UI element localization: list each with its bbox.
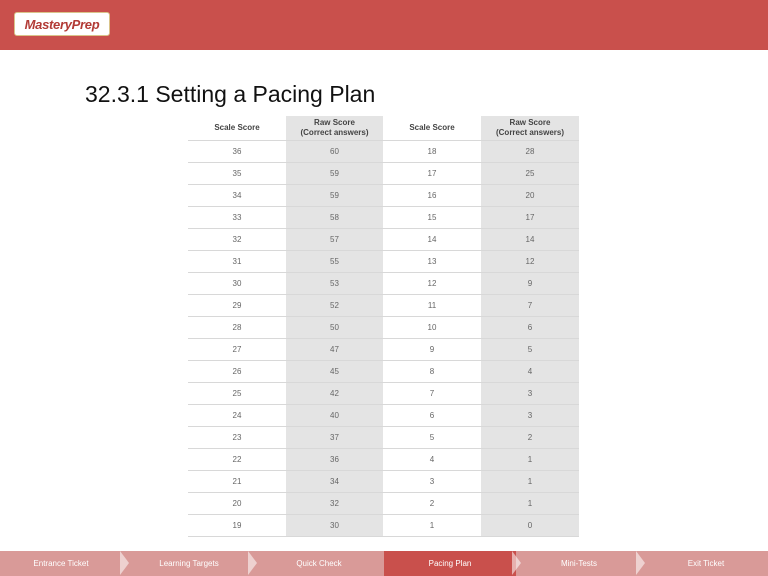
- scale-score-cell: 5: [383, 427, 481, 449]
- scale-score-cell: 8: [383, 361, 481, 383]
- scale-score-cell: 29: [188, 295, 286, 317]
- header-raw-score: Raw Score (Correct answers): [286, 116, 383, 141]
- scale-score-cell: 30: [188, 273, 286, 295]
- raw-score-cell: 28: [481, 141, 579, 163]
- scale-score-cell: 14: [383, 229, 481, 251]
- raw-score-cell: 45: [286, 361, 383, 383]
- tab-learning-targets[interactable]: Learning Targets: [159, 559, 219, 568]
- table-row: [188, 361, 579, 383]
- scale-score-cell: 10: [383, 317, 481, 339]
- scale-score-cell: 11: [383, 295, 481, 317]
- raw-score-cell: 55: [286, 251, 383, 273]
- scale-score-cell: 12: [383, 273, 481, 295]
- scale-score-cell: 4: [383, 449, 481, 471]
- scale-score-cell: 21: [188, 471, 286, 493]
- table-row: [188, 141, 579, 163]
- table-row: [188, 185, 579, 207]
- scale-score-cell: 15: [383, 207, 481, 229]
- bottom-nav: [0, 551, 768, 576]
- score-table: [188, 116, 579, 537]
- table-row: [188, 163, 579, 185]
- header-bar: [0, 0, 768, 50]
- raw-score-cell: 52: [286, 295, 383, 317]
- raw-score-cell: 42: [286, 383, 383, 405]
- table-row: [188, 449, 579, 471]
- scale-score-cell: 7: [383, 383, 481, 405]
- tab-quick-check[interactable]: Quick Check: [296, 559, 342, 568]
- raw-score-cell: 58: [286, 207, 383, 229]
- scale-score-cell: 3: [383, 471, 481, 493]
- scale-score-cell: 13: [383, 251, 481, 273]
- scale-score-cell: 2: [383, 493, 481, 515]
- raw-score-cell: 57: [286, 229, 383, 251]
- scale-score-cell: 35: [188, 163, 286, 185]
- raw-score-cell: 3: [481, 405, 579, 427]
- table-row: [188, 339, 579, 361]
- scale-score-cell: 23: [188, 427, 286, 449]
- table-row: [188, 317, 579, 339]
- logo-text: MasteryPrep: [24, 16, 100, 32]
- raw-score-cell: 36: [286, 449, 383, 471]
- scale-score-cell: 18: [383, 141, 481, 163]
- raw-score-cell: 17: [481, 207, 579, 229]
- table-row: [188, 273, 579, 295]
- header-scale-score: Scale Score: [409, 123, 455, 132]
- table-row: [188, 427, 579, 449]
- raw-score-cell: 0: [481, 515, 579, 537]
- raw-score-cell: 37: [286, 427, 383, 449]
- scale-score-cell: 20: [188, 493, 286, 515]
- raw-score-cell: 32: [286, 493, 383, 515]
- raw-score-cell: 59: [286, 185, 383, 207]
- raw-score-cell: 25: [481, 163, 579, 185]
- raw-score-cell: 30: [286, 515, 383, 537]
- scale-score-cell: 19: [188, 515, 286, 537]
- scale-score-cell: 33: [188, 207, 286, 229]
- raw-score-cell: 2: [481, 427, 579, 449]
- scale-score-cell: 31: [188, 251, 286, 273]
- raw-score-cell: 9: [481, 273, 579, 295]
- scale-score-cell: 16: [383, 185, 481, 207]
- raw-score-cell: 60: [286, 141, 383, 163]
- tab-mini-tests[interactable]: Mini-Tests: [560, 559, 597, 568]
- scale-score-cell: 25: [188, 383, 286, 405]
- raw-score-cell: 40: [286, 405, 383, 427]
- table-row: [188, 471, 579, 493]
- tab-pacing-plan[interactable]: Pacing Plan: [384, 551, 516, 576]
- scale-score-cell: 9: [383, 339, 481, 361]
- scale-score-cell: 27: [188, 339, 286, 361]
- raw-score-cell: 1: [481, 449, 579, 471]
- tab-entrance-ticket[interactable]: Entrance Ticket: [33, 559, 89, 568]
- scale-score-cell: 1: [383, 515, 481, 537]
- table-row: [188, 207, 579, 229]
- scale-score-cell: 26: [188, 361, 286, 383]
- raw-score-cell: 1: [481, 471, 579, 493]
- raw-score-cell: 14: [481, 229, 579, 251]
- scale-score-cell: 36: [188, 141, 286, 163]
- raw-score-cell: 6: [481, 317, 579, 339]
- table-row: [188, 229, 579, 251]
- slide-title: 32.3.1 Setting a Pacing Plan: [85, 81, 376, 107]
- scale-score-cell: 28: [188, 317, 286, 339]
- table-row: [188, 515, 579, 537]
- raw-score-cell: 7: [481, 295, 579, 317]
- raw-score-cell: 47: [286, 339, 383, 361]
- scale-score-cell: 22: [188, 449, 286, 471]
- scale-score-cell: 24: [188, 405, 286, 427]
- raw-score-cell: 20: [481, 185, 579, 207]
- raw-score-cell: 4: [481, 361, 579, 383]
- raw-score-cell: 5: [481, 339, 579, 361]
- raw-score-cell: 53: [286, 273, 383, 295]
- tab-exit-ticket[interactable]: Exit Ticket: [687, 559, 725, 568]
- table-header-row: [188, 116, 579, 141]
- scale-score-cell: 6: [383, 405, 481, 427]
- scale-score-cell: 32: [188, 229, 286, 251]
- header-raw-score: Raw Score (Correct answers): [481, 116, 579, 141]
- raw-score-cell: 50: [286, 317, 383, 339]
- table-row: [188, 251, 579, 273]
- raw-score-cell: 59: [286, 163, 383, 185]
- masteryprep-logo[interactable]: [14, 12, 110, 36]
- raw-score-cell: 1: [481, 493, 579, 515]
- table-row: [188, 383, 579, 405]
- header-scale-score: Scale Score: [214, 123, 260, 132]
- raw-score-cell: 12: [481, 251, 579, 273]
- table-row: [188, 405, 579, 427]
- scale-score-cell: 34: [188, 185, 286, 207]
- table-row: [188, 493, 579, 515]
- raw-score-cell: 3: [481, 383, 579, 405]
- table-row: [188, 295, 579, 317]
- scale-score-cell: 17: [383, 163, 481, 185]
- raw-score-cell: 34: [286, 471, 383, 493]
